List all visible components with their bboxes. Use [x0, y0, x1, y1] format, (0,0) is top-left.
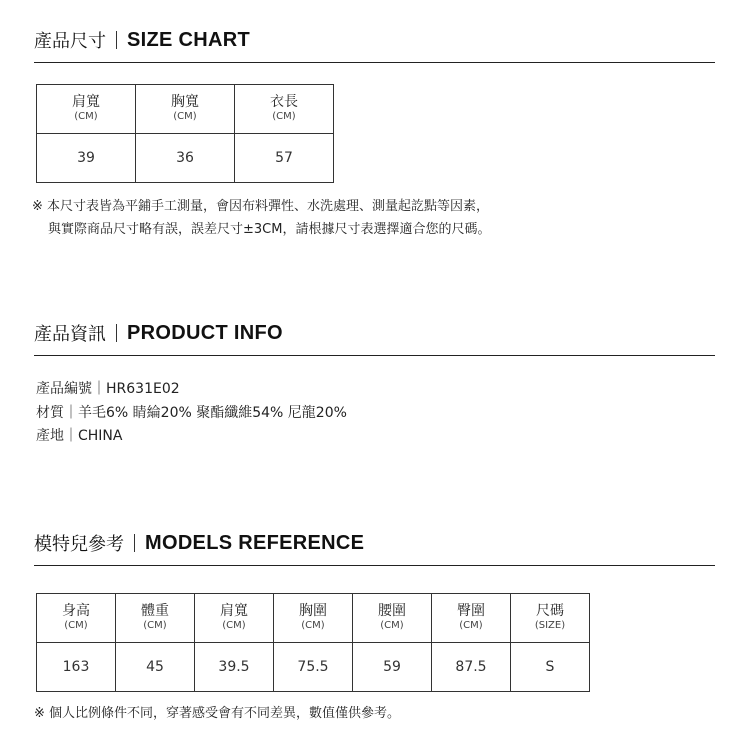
size-chart-section: [34, 26, 715, 63]
size-chart-note: [32, 195, 490, 241]
size-chart-table: [36, 84, 334, 183]
column-label: 肩寬: [72, 94, 100, 110]
column-header: [37, 85, 136, 134]
product-info-heading: [34, 319, 715, 347]
table-cell: 75.5: [274, 643, 353, 692]
note-line: ※ 個人比例條件不同，穿著感受會有不同差異，數值僅供參考。: [34, 706, 401, 721]
table-header-row: [37, 85, 334, 134]
section-divider: [34, 355, 715, 356]
product-origin: 產地｜CHINA: [36, 428, 123, 444]
note-line: 與實際商品尺寸略有誤，誤差尺寸±3CM，請根據尺寸表選擇適合您的尺碼。: [48, 222, 491, 237]
table-row: [37, 643, 590, 692]
product-info-title-en: PRODUCT INFO: [127, 321, 283, 344]
column-label: 臀圍: [457, 603, 485, 619]
column-header: [136, 85, 235, 134]
title-divider: [134, 534, 135, 552]
column-label: 尺碼: [536, 603, 564, 619]
table-cell: 59: [353, 643, 432, 692]
column-header: [274, 594, 353, 643]
column-unit: (CM): [272, 111, 296, 122]
title-divider: [116, 31, 117, 49]
size-chart-title-en: SIZE CHART: [127, 28, 250, 51]
column-label: 衣長: [270, 94, 298, 110]
models-reference-title-zh: 模特兒參考: [34, 534, 124, 555]
column-unit: (CM): [64, 620, 88, 631]
column-label: 胸圍: [299, 603, 327, 619]
size-chart-heading: [34, 26, 715, 54]
table-cell: 163: [37, 643, 116, 692]
section-divider: [34, 565, 715, 566]
models-reference-table: [36, 593, 590, 692]
column-label: 身高: [62, 603, 90, 619]
models-reference-title-en: MODELS REFERENCE: [145, 531, 365, 554]
table-cell: 57: [235, 134, 334, 183]
column-unit: (CM): [222, 620, 246, 631]
column-label: 胸寬: [171, 94, 199, 110]
column-unit: (CM): [143, 620, 167, 631]
size-chart-title-zh: 產品尺寸: [34, 31, 106, 52]
column-unit: (SIZE): [534, 620, 566, 631]
note-line: ※ 本尺寸表皆為平鋪手工測量，會因布料彈性、水洗處理、測量起訖點等因素，: [32, 199, 490, 214]
column-header: [235, 85, 334, 134]
table-cell: 39.5: [195, 643, 274, 692]
column-header: [195, 594, 274, 643]
column-header: [37, 594, 116, 643]
table-header-row: [37, 594, 590, 643]
product-info-list: [36, 378, 347, 449]
column-header: [353, 594, 432, 643]
models-reference-note: [34, 702, 400, 725]
title-divider: [116, 324, 117, 342]
product-info-title-zh: 產品資訊: [34, 324, 106, 345]
product-material: 材質｜羊毛6% 睛綸20% 聚酯纖維54% 尼龍20%: [36, 404, 347, 421]
column-label: 肩寬: [220, 603, 248, 619]
models-reference-section: [34, 529, 715, 566]
column-header: [432, 594, 511, 643]
column-unit: (CM): [173, 111, 197, 122]
column-unit: (CM): [74, 111, 98, 122]
column-label: 腰圍: [378, 603, 406, 619]
table-cell: 87.5: [432, 643, 511, 692]
column-unit: (CM): [301, 620, 325, 631]
table-cell: 39: [37, 134, 136, 183]
table-cell: 45: [116, 643, 195, 692]
models-reference-heading: [34, 529, 715, 557]
column-header: [116, 594, 195, 643]
section-divider: [34, 62, 715, 63]
table-cell: S: [511, 643, 590, 692]
column-unit: (CM): [459, 620, 483, 631]
column-header: [511, 594, 590, 643]
column-label: 體重: [141, 603, 169, 619]
table-row: [37, 134, 334, 183]
product-code: 產品編號｜HR631E02: [36, 381, 180, 397]
column-unit: (CM): [380, 620, 404, 631]
table-cell: 36: [136, 134, 235, 183]
product-info-section: [34, 319, 715, 356]
